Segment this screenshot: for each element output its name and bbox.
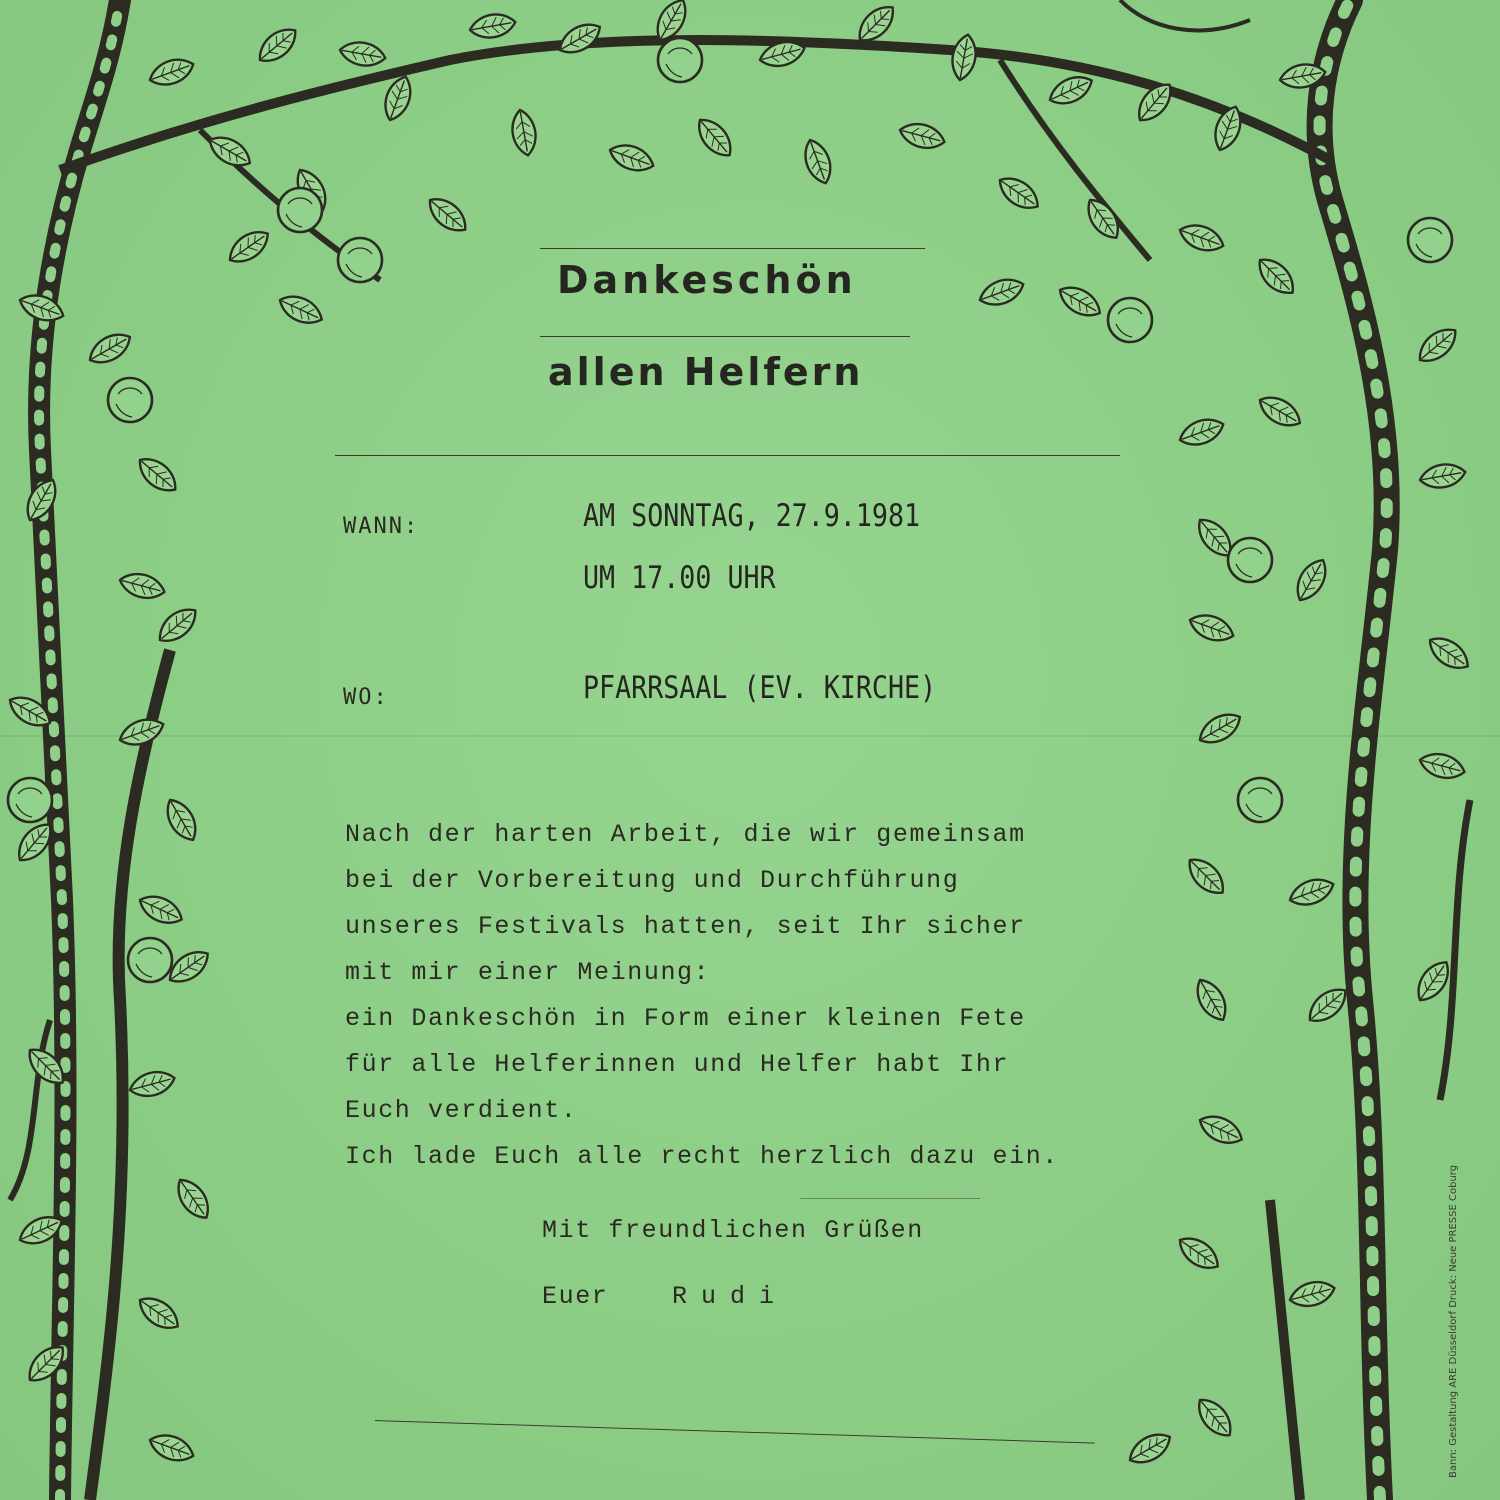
signature-prefix: Euer	[542, 1282, 609, 1311]
closing-greeting: Mit freundlichen Grüßen	[542, 1216, 924, 1245]
heading-line1: Dankeschön	[557, 258, 857, 302]
heading-middle-rule	[540, 336, 910, 337]
message-line: Ich lade Euch alle recht herzlich dazu ein.	[345, 1142, 1059, 1171]
where-label: WO:	[343, 685, 389, 710]
where-value: PFARRSAAL (EV. KIRCHE)	[583, 670, 937, 706]
when-time: UM 17.00 UHR	[583, 560, 776, 596]
message-line: Euch verdient.	[345, 1096, 578, 1125]
when-date: AM SONNTAG, 27.9.1981	[583, 498, 921, 534]
message-line: ein Dankeschön in Form einer kleinen Fete	[345, 1004, 1026, 1033]
heading-top-rule	[540, 248, 925, 249]
message-line: Nach der harten Arbeit, die wir gemeinsam	[345, 820, 1026, 849]
message-line: mit mir einer Meinung:	[345, 958, 711, 987]
message-line: bei der Vorbereitung und Durchführung	[345, 866, 960, 895]
closing-faint-rule	[800, 1198, 980, 1199]
message-line: unseres Festivals hatten, seit Ihr sicher	[345, 912, 1026, 941]
heading-line2: allen Helfern	[548, 350, 864, 394]
message-body	[345, 812, 1165, 1180]
when-label: WANN:	[343, 514, 420, 539]
printer-imprint: Bann: Gestaltung ARE Düsseldorf Druck: Neue PRESSE Coburg	[1448, 1164, 1459, 1478]
message-line: für alle Helferinnen und Helfer habt Ihr	[345, 1050, 1010, 1079]
heading-bottom-rule	[335, 455, 1120, 456]
signature-name: Rudi	[672, 1282, 789, 1311]
